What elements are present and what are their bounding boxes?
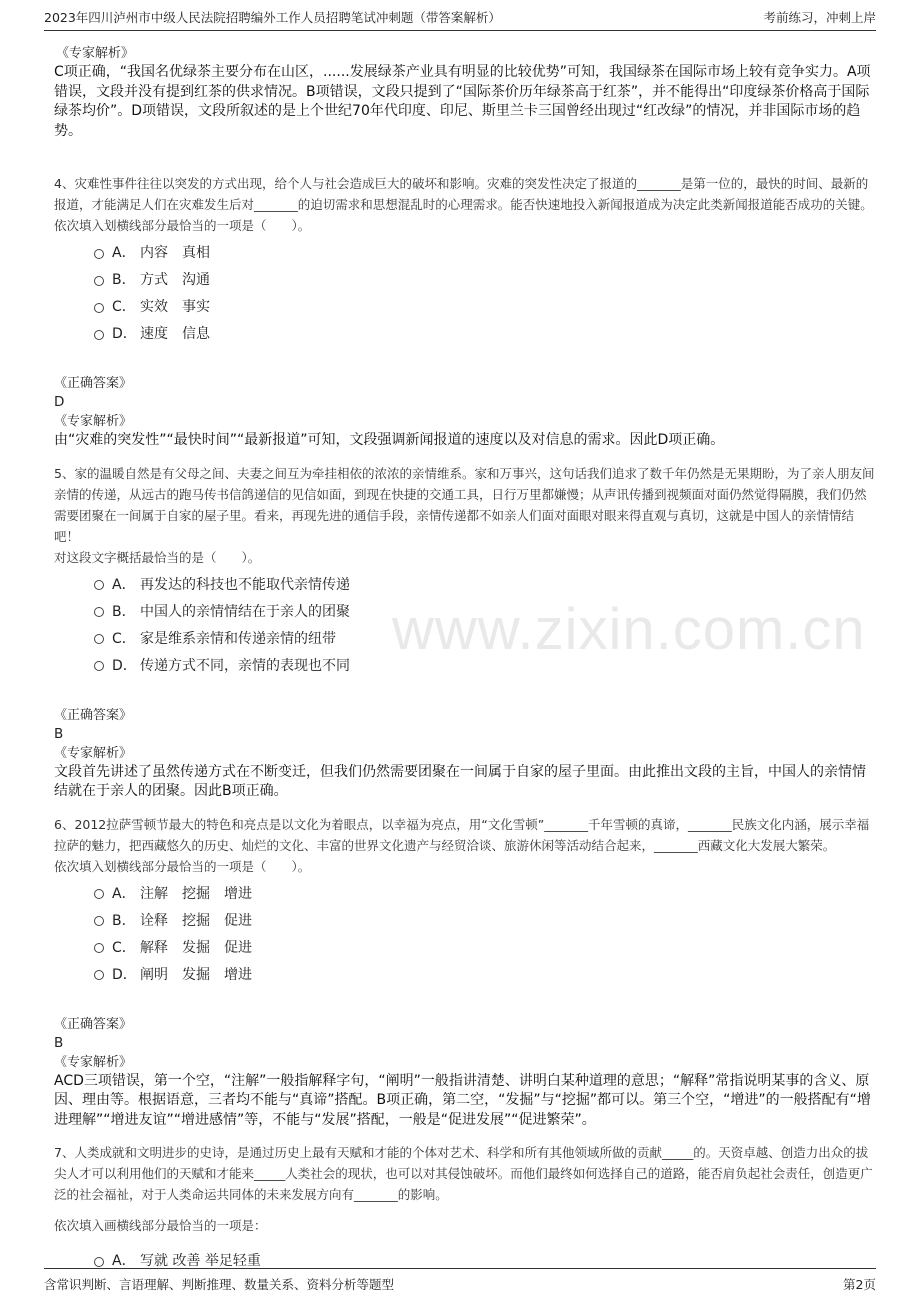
radio-icon[interactable] — [94, 661, 104, 671]
page-header — [44, 8, 876, 31]
expert-analysis-text: 由“灾难的突发性”“最快时间”“最新报道”可知，文段强调新闻报道的速度以及对信息的需求。因此D项正确。 — [54, 432, 725, 448]
option-d[interactable]: D． 传递方式不同，亲情的表现也不同 — [94, 653, 876, 680]
question-6-text: 6、2012拉萨雪顿节最大的特色和亮点是以文化为着眼点，以幸福为亮点，用“文化雪顿”_______千年雪顿的真谛，_______民族文化内涵，展示幸福拉萨的魅力，把西藏悠久的历史、灿烂的文化、丰富的世界文化遗产与经贸洽谈、旅游休闲等活动结合起来，_______西藏文化大发展大繁荣。 — [54, 816, 870, 853]
correct-answer: B — [54, 1034, 64, 1051]
option-b[interactable]: B． 方式 沟通 — [94, 267, 876, 294]
question-5-prompt: 对这段文字概括最恰当的是（ ）。 — [54, 549, 261, 565]
question-5-text: 5、家的温暖自然是有父母之间、夫妻之间互为牵挂相依的浓浓的亲情维系。家和万事兴，这句话我们追求了数千年仍然是无果期盼，为了亲人朋友间亲情的传递，从远古的跑马传书信鸽递信的见信如面，到现在快捷的交通工具，日行万里都嫌慢；从声讯传播到视频面对面仍然觉得隔膜，我们仍然需要团聚在一间属于自家的屋子里。看来，再现先进的通信手段，亲情传递都不如亲人们面对面眼对眼来得直观与真切，这就是中国人的亲情情结吧！ — [54, 465, 875, 544]
radio-icon[interactable] — [94, 889, 104, 899]
footer-note: 含常识判断、言语理解、判断推理、数量关系、资料分析等题型 — [44, 1277, 395, 1292]
page-number: 第2页 — [843, 1277, 876, 1292]
expert-analysis-label: 《专家解析》 — [54, 745, 133, 761]
option-d[interactable]: D． 阐明 发掘 增进 — [94, 962, 876, 989]
document-title: 2023年四川泸州市中级人民法院招聘编外工作人员招聘笔试冲刺题（带答案解析） — [44, 10, 501, 25]
question-4-options — [94, 240, 876, 348]
correct-answer: D — [54, 394, 65, 410]
question-5-options — [94, 572, 876, 680]
expert-analysis-label: 《专家解析》 — [54, 414, 133, 429]
radio-icon[interactable] — [94, 330, 104, 340]
option-a[interactable]: A． 注解 挖掘 增进 — [94, 881, 876, 908]
option-b[interactable]: B． 诠释 挖掘 促进 — [94, 908, 876, 935]
watermark: www.zixin.com.cn — [392, 597, 866, 662]
option-c[interactable]: C． 家是维系亲情和传递亲情的纽带 — [94, 626, 876, 653]
option-b[interactable]: B． 中国人的亲情情结在于亲人的团聚 — [94, 599, 876, 626]
radio-icon[interactable] — [94, 634, 104, 644]
radio-icon[interactable] — [94, 607, 104, 617]
radio-icon[interactable] — [94, 916, 104, 926]
radio-icon[interactable] — [94, 276, 104, 286]
expert-analysis-label: 《专家解析》 — [54, 1054, 133, 1070]
option-a[interactable]: A． 再发达的科技也不能取代亲情传递 — [94, 572, 876, 599]
option-a[interactable]: A． 写就 改善 举足轻重 — [94, 1248, 876, 1275]
question-6-options — [94, 881, 876, 989]
question-4-text: 4、灾难性事件往往以突发的方式出现，给个人与社会造成巨大的破坏和影响。灾难的突发性决定了报道的_______是第一位的，最快的时间、最新的报道，才能满足人们在灾难发生后对_______的迫切需求和思想混乱时的心理需求。能否快速地投入新闻报道成为决定此类新闻报道能否成功的关键。 — [54, 176, 873, 212]
option-c[interactable]: C． 解释 发掘 促进 — [94, 935, 876, 962]
expert-analysis-text: 文段首先讲述了虽然传递方式在不断变迁，但我们仍然需要团聚在一间属于自家的屋子里面。由此推出文段的主旨，中国人的亲情情结就在于亲人的团聚。因此B项正确。 — [54, 763, 866, 799]
correct-answer-label: 《正确答案》 — [54, 376, 133, 391]
option-d[interactable]: D． 速度 信息 — [94, 321, 876, 348]
page-content — [54, 44, 876, 1293]
radio-icon[interactable] — [94, 943, 104, 953]
correct-answer-label: 《正确答案》 — [54, 1016, 133, 1032]
question-4-prompt: 依次填入划横线部分最恰当的一项是（ ）。 — [54, 218, 311, 233]
page-footer — [44, 1268, 876, 1293]
expert-analysis-text: C项正确，“我国名优绿茶主要分布在山区，......发展绿茶产业具有明显的比较优势”可知，我国绿茶在国际市场上较有竞争实力。A项错误，文段并没有提到红茶的供求情况。B项错误，文段只提到了“国际茶价历年绿茶高于红茶”，并不能得出“印度绿茶价格高于国际绿茶均价”。D项错误，文段所叙述的是上个世纪70年代印度、印尼、斯里兰卡三国曾经出现过“红改绿”的情况，并非国际市场的趋势。 — [54, 64, 871, 139]
radio-icon[interactable] — [94, 249, 104, 259]
expert-analysis-text: ACD三项错误，第一个空，“注解”一般指解释字句，“阐明”一般指讲清楚、讲明白某种道理的意思；“解释”常指说明某事的含义、原因、理由等。根据语意，三者均不能与“真谛”搭配。B项正确，第二空，“发掘”与“挖掘”都可以。第三个空，“增进”的一般搭配有“增进理解”“增进友谊”“增进感情”等，不能与“发展”搭配，一般是“促进发展”“促进繁荣”。 — [54, 1072, 871, 1128]
radio-icon[interactable] — [94, 1257, 104, 1267]
option-c[interactable]: C． 实效 事实 — [94, 294, 876, 321]
question-7-text: 7、人类成就和文明进步的史诗，是通过历史上最有天赋和才能的个体对艺术、科学和所有其他领域所做的贡献_____的。天资卓越、创造力出众的拔尖人才可以利用他们的天赋和才能来_____人类社会的现状，也可以对其侵蚀破坏。而他们最终如何选择自己的道路，能否肩负起社会责任，创造更广泛的社会福祉，对于人类命运共同体的未来发展方向有_______的影响。 — [54, 1145, 873, 1202]
radio-icon[interactable] — [94, 970, 104, 980]
header-slogan: 考前练习，冲刺上岸 — [763, 10, 876, 25]
expert-analysis-label: 《专家解析》 — [56, 46, 135, 61]
correct-answer-label: 《正确答案》 — [54, 707, 133, 723]
correct-answer: B — [54, 725, 64, 742]
question-7-prompt: 依次填入画横线部分最恰当的一项是： — [54, 1218, 267, 1233]
radio-icon[interactable] — [94, 303, 104, 313]
question-6-prompt: 依次填入划横线部分最恰当的一项是（ ）。 — [54, 858, 311, 874]
option-a[interactable]: A． 内容 真相 — [94, 240, 876, 267]
radio-icon[interactable] — [94, 580, 104, 590]
